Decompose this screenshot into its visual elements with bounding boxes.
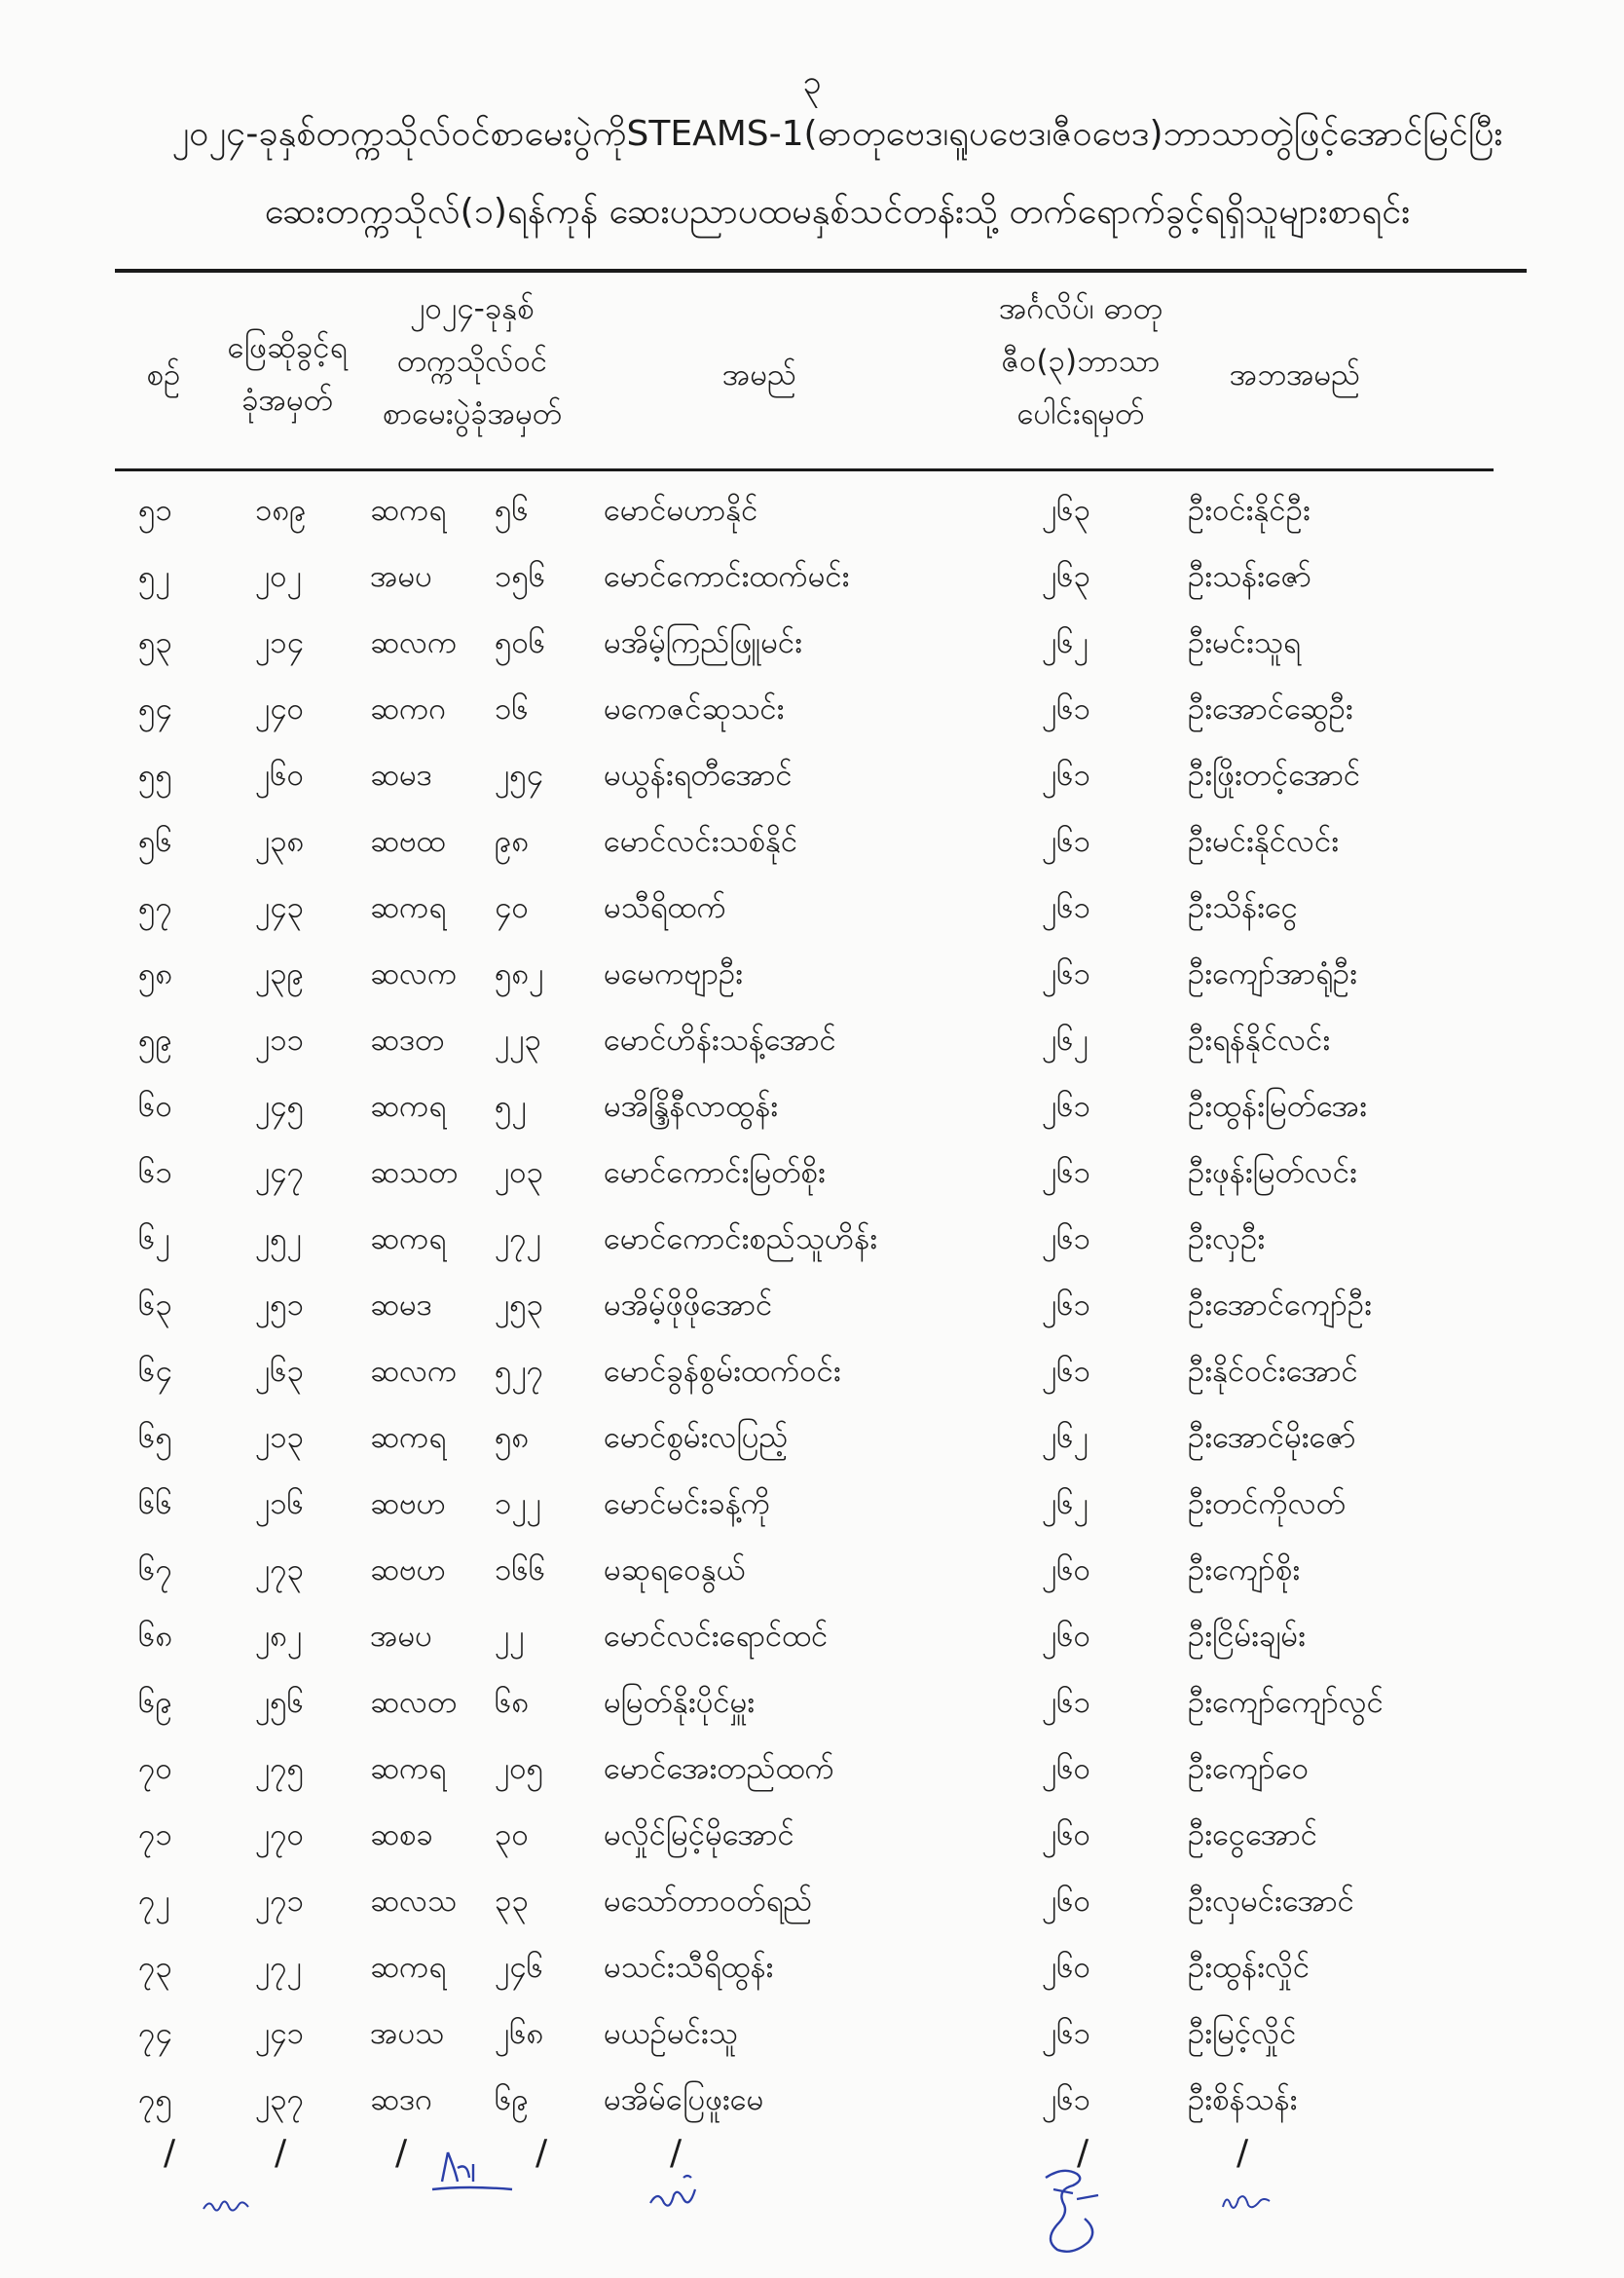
father-name: ဦးမြင့်လှိုင် <box>1188 2016 1297 2051</box>
row-number: ၇၄ <box>138 2016 172 2051</box>
row-number: ၇၂ <box>138 1884 170 1919</box>
total-marks: ၂၆၁ <box>1042 758 1091 793</box>
check-mark: / <box>275 2133 287 2173</box>
exam-seat-number: ၃၃ <box>495 1884 529 1919</box>
roll-number: ၂၆၃ <box>255 1354 305 1389</box>
student-name: မောင်မင်းခန့်ကို <box>604 1486 771 1521</box>
student-name: မသင်းသီရိထွန်း <box>604 1950 774 1985</box>
exam-code: ဆမဒ <box>370 1288 432 1323</box>
row-number: ၇၅ <box>138 2082 172 2117</box>
roll-number: ၂၁၄ <box>255 625 305 660</box>
exam-seat-number: ၅၈ <box>495 1420 530 1455</box>
roll-number: ၂၅၂ <box>255 1221 302 1256</box>
student-name: မောင်ကောင်းစည်သူဟိန်း <box>604 1221 878 1256</box>
father-name: ဦးထွန်းမြတ်အေး <box>1188 1089 1368 1124</box>
exam-code: ဆဗဟ <box>370 1552 447 1587</box>
exam-seat-number: ၂၄၆ <box>495 1950 544 1985</box>
table-row <box>0 1541 1624 1607</box>
total-marks: ၂၆၁ <box>1042 1354 1091 1389</box>
exam-code: ဆစခ <box>370 1817 433 1852</box>
exam-code: ဆကဂ <box>370 691 447 727</box>
exam-code: ဆဗထ <box>370 824 446 859</box>
exam-seat-number: ၁၂၂ <box>495 1486 541 1521</box>
total-marks: ၂၆၀ <box>1042 1950 1091 1985</box>
exam-code: အမပ <box>370 559 432 594</box>
father-name: ဦးအောင်ဆွေဦး <box>1188 691 1353 727</box>
student-name: မောင်အေးတည်ထက် <box>604 1751 834 1786</box>
document-title-line-2: ဆေးတက္ကသိုလ်(၁)ရန်ကုန် ဆေးပညာပထမနှစ်သင်တန်းသို့ တက်ရောက်ခွင့်ရရှိသူများစာရင်း <box>264 192 1411 232</box>
table-row <box>0 1011 1624 1077</box>
exam-seat-number: ၅၀၆ <box>495 625 546 660</box>
total-marks: ၂၆၀ <box>1042 1884 1091 1919</box>
roll-number: ၂၃၈ <box>255 824 305 859</box>
table-row <box>0 1276 1624 1342</box>
roll-number: ၂၃၉ <box>255 956 305 991</box>
total-marks: ၂၆၀ <box>1042 1751 1091 1786</box>
signature-1 <box>200 2182 258 2221</box>
row-number: ၅၆ <box>138 824 172 859</box>
check-mark: / <box>670 2133 683 2173</box>
father-name: ဦးအောင်ကျော်ဦး <box>1188 1288 1372 1323</box>
total-marks: ၂၆၁ <box>1042 824 1091 859</box>
student-name: မောင်ဟိန်းသန့်အောင် <box>604 1023 836 1058</box>
exam-code: ဆမဒ <box>370 758 432 793</box>
row-number: ၅၁ <box>138 493 172 528</box>
father-name: ဦးတင်ကိုလတ် <box>1188 1486 1347 1521</box>
roll-number: ၂၄၇ <box>255 1155 305 1190</box>
student-name: မအိမ်ပြေဖူးမေ <box>604 2082 764 2117</box>
row-number: ၆၆ <box>138 1486 172 1521</box>
exam-code: ဆဗဟ <box>370 1486 447 1521</box>
row-number: ၆၀ <box>138 1089 172 1124</box>
exam-seat-number: ၂၂၃ <box>495 1023 541 1058</box>
roll-number: ၂၁၁ <box>255 1023 305 1058</box>
table-row <box>0 1408 1624 1475</box>
row-number: ၅၉ <box>138 1023 172 1058</box>
table-top-rule <box>115 269 1527 273</box>
signature-4 <box>1034 2160 1112 2258</box>
exam-seat-number: ၂၆၈ <box>495 2016 544 2051</box>
check-mark: / <box>164 2133 176 2173</box>
row-number: ၅၄ <box>138 691 172 727</box>
father-name: ဦးကျော်ဝေ <box>1188 1751 1310 1786</box>
total-marks: ၂၆၀ <box>1042 1552 1091 1587</box>
table-row <box>0 547 1624 614</box>
table-row <box>0 2071 1624 2137</box>
check-mark: / <box>535 2133 548 2173</box>
total-marks: ၂၆၂ <box>1042 625 1089 660</box>
exam-code: ဆကရ <box>370 1221 447 1256</box>
father-name: ဦးနိုင်ဝင်းအောင် <box>1188 1354 1358 1389</box>
table-row <box>0 1739 1624 1806</box>
exam-code: ဆဒတ <box>370 1023 445 1058</box>
father-name: ဦးသိန်းငွေ <box>1188 890 1298 925</box>
exam-code: ဆကရ <box>370 1089 447 1124</box>
signature-2 <box>428 2143 516 2201</box>
exam-seat-number: ၅၂ <box>495 1089 527 1124</box>
roll-number: ၂၁၃ <box>255 1420 305 1455</box>
total-marks: ၂၆၁ <box>1042 1685 1091 1720</box>
student-name: မယဉ်မင်းသူ <box>604 2016 738 2051</box>
father-name: ဦးဝင်းနိုင်ဦး <box>1188 493 1310 528</box>
header-exam-seat-number: ၂၀၂၄-ခုနှစ် တက္ကသိုလ်ဝင် စာမေးပွဲခုံအမှတ် <box>382 291 563 431</box>
table-row <box>0 1806 1624 1872</box>
student-name: မအိမ့်ကြည်ဖြူမင်း <box>604 625 803 660</box>
exam-code: ဆကရ <box>370 1751 447 1786</box>
exam-code: ဆလက <box>370 1354 458 1389</box>
student-name: မောင်လင်းသစ်နိုင် <box>604 824 798 859</box>
header-father-name: အဘအမည် <box>1229 357 1361 392</box>
exam-seat-number: ၆၈ <box>495 1685 530 1720</box>
student-name: မဆုရဝေနွယ် <box>604 1552 746 1587</box>
signature-5 <box>1217 2178 1275 2217</box>
student-name: မောင်ကောင်းထက်မင်း <box>604 559 850 594</box>
exam-seat-number: ၁၆၆ <box>495 1552 546 1587</box>
student-name: မအိန္ဒြိနီလာထွန်း <box>604 1089 779 1124</box>
header-name: အမည် <box>721 357 797 392</box>
table-row <box>0 1077 1624 1143</box>
roll-number: ၂၇၀ <box>255 1817 305 1852</box>
roll-number: ၂၇၃ <box>255 1552 305 1587</box>
roll-number: ၂၇၁ <box>255 1884 305 1919</box>
row-number: ၇၀ <box>138 1751 172 1786</box>
father-name: ဦးဖုန်းမြတ်လင်း <box>1188 1155 1357 1190</box>
table-row <box>0 1475 1624 1541</box>
header-total-marks: အင်္ဂလိပ်၊ ဓာတု ဇီဝ(၃)ဘာသာ ပေါင်းရမှတ် <box>998 291 1163 431</box>
father-name: ဦးငြိမ်းချမ်း <box>1188 1619 1306 1654</box>
father-name: ဦးသန်းဇော် <box>1188 559 1311 594</box>
exam-seat-number: ၁၅၆ <box>495 559 546 594</box>
student-name: မမြတ်နိုးပိုင်မှူး <box>604 1685 756 1720</box>
father-name: ဦးလှဦး <box>1188 1221 1266 1256</box>
exam-seat-number: ၉၈ <box>495 824 530 859</box>
check-mark: / <box>1077 2133 1089 2173</box>
row-number: ၆၄ <box>138 1354 172 1389</box>
father-name: ဦးလှမင်းအောင် <box>1188 1884 1354 1919</box>
exam-seat-number: ၅၆ <box>495 493 529 528</box>
father-name: ဦးကျော်ကျော်လွင် <box>1188 1685 1384 1720</box>
total-marks: ၂၆၀ <box>1042 1619 1091 1654</box>
row-number: ၆၉ <box>138 1685 172 1720</box>
exam-seat-number: ၄၀ <box>495 890 529 925</box>
exam-code: အမပ <box>370 1619 432 1654</box>
exam-code: အပသ <box>370 2016 445 2051</box>
student-name: မလှိုင်မြင့်မိုအောင် <box>604 1817 794 1852</box>
student-name: မအိမ့်ဖိုဖိုအောင် <box>604 1288 773 1323</box>
father-name: ဦးရန်နိုင်လင်း <box>1188 1023 1331 1058</box>
table-row <box>0 1210 1624 1276</box>
student-name: မသီရိထက် <box>604 890 726 925</box>
roll-number: ၂၇၂ <box>255 1950 302 1985</box>
roll-number: ၂၇၅ <box>255 1751 305 1786</box>
exam-seat-number: ၂၀၅ <box>495 1751 544 1786</box>
row-number: ၇၃ <box>138 1950 172 1985</box>
roll-number: ၂၃၇ <box>255 2082 305 2117</box>
total-marks: ၂၆၁ <box>1042 1288 1091 1323</box>
exam-code: ဆလတ <box>370 1685 458 1720</box>
roll-number: ၂၄၃ <box>255 890 305 925</box>
exam-seat-number: ၆၉ <box>495 2082 529 2117</box>
roll-number: ၁၈၉ <box>255 493 307 528</box>
row-number: ၆၅ <box>138 1420 172 1455</box>
table-row <box>0 746 1624 812</box>
father-name: ဦးစိန်သန်း <box>1188 2082 1298 2117</box>
roll-number: ၂၅၆ <box>255 1685 305 1720</box>
total-marks: ၂၆၁ <box>1042 1155 1091 1190</box>
student-name: မယွန်းရတီအောင် <box>604 758 793 793</box>
table-row <box>0 1673 1624 1739</box>
row-number: ၆၃ <box>138 1288 172 1323</box>
total-marks: ၂၆၁ <box>1042 956 1091 991</box>
table-body <box>0 481 1624 2137</box>
father-name: ဦးမင်းသူရ <box>1188 625 1301 660</box>
total-marks: ၂၆၁ <box>1042 691 1091 727</box>
row-number: ၆၂ <box>138 1221 170 1256</box>
table-row <box>0 481 1624 547</box>
student-name: မောင်ခွန်စွမ်းထက်ဝင်း <box>604 1354 841 1389</box>
father-name: ဦးအောင်မိုးဇော် <box>1188 1420 1356 1455</box>
father-name: ဦးကျော်အာရုံဦး <box>1188 956 1357 991</box>
exam-seat-number: ၅၂၇ <box>495 1354 544 1389</box>
table-row <box>0 1342 1624 1408</box>
roll-number: ၂၄၅ <box>255 1089 305 1124</box>
total-marks: ၂၆၁ <box>1042 1221 1091 1256</box>
exam-seat-number: ၂၅၃ <box>495 1288 544 1323</box>
table-row <box>0 878 1624 945</box>
row-number: ၇၁ <box>138 1817 172 1852</box>
total-marks: ၂၆၂ <box>1042 1486 1089 1521</box>
student-name: မမေကဗျာဦး <box>604 956 744 991</box>
roll-number: ၂၈၂ <box>255 1619 303 1654</box>
father-name: ဦးထွန်းလှိုင် <box>1188 1950 1310 1985</box>
document-title-line-1: ၂၀၂၄-ခုနှစ်တက္ကသိုလ်ဝင်စာမေးပွဲကိုSTEAMS-1(ဓာတုဗေဒ၊ရူပဗေဒ၊ဇီဝဗေဒ)ဘာသာတွဲဖြင့်အောင်မြင်ပြီး <box>171 114 1503 154</box>
student-name: မောင်လင်းရောင်ထင် <box>604 1619 829 1654</box>
exam-seat-number: ၅၈၂ <box>495 956 544 991</box>
roll-number: ၂၁၆ <box>255 1486 305 1521</box>
exam-seat-number: ၃၀ <box>495 1817 529 1852</box>
student-name: မောင်မဟာနိုင် <box>604 493 758 528</box>
row-number: ၆၁ <box>138 1155 172 1190</box>
father-name: ဦးမင်းနိုင်လင်း <box>1188 824 1340 859</box>
roll-number: ၂၄၁ <box>255 2016 305 2051</box>
student-name: မကေဇင်ဆုသင်း <box>604 691 785 727</box>
total-marks: ၂၆၃ <box>1042 493 1091 528</box>
table-header-rule <box>115 468 1494 471</box>
table-row <box>0 945 1624 1011</box>
total-marks: ၂၆၀ <box>1042 1817 1091 1852</box>
total-marks: ၂၆၁ <box>1042 2082 1091 2117</box>
row-number: ၅၂ <box>138 559 170 594</box>
total-marks: ၂၆၁ <box>1042 1089 1091 1124</box>
table-row <box>0 614 1624 680</box>
row-number: ၆၇ <box>138 1552 172 1587</box>
father-name: ဦးဖြိုးတင့်အောင် <box>1188 758 1361 793</box>
page-number: ၃ <box>802 63 822 102</box>
exam-code: ဆသတ <box>370 1155 459 1190</box>
roll-number: ၂၀၂ <box>255 559 302 594</box>
total-marks: ၂၆၁ <box>1042 890 1091 925</box>
check-mark: / <box>395 2133 408 2173</box>
exam-code: ဆကရ <box>370 890 447 925</box>
exam-code: ဆကရ <box>370 1950 447 1985</box>
exam-seat-number: ၂၇၂ <box>495 1221 541 1256</box>
student-name: မသော်တာဝတ်ရည် <box>604 1884 813 1919</box>
exam-code: ဆဒဂ <box>370 2082 432 2117</box>
exam-seat-number: ၂၀၃ <box>495 1155 544 1190</box>
roll-number: ၂၆၀ <box>255 758 305 793</box>
header-no: စဉ် <box>146 357 181 392</box>
exam-seat-number: ၂၂ <box>495 1619 525 1654</box>
roll-number: ၂၅၁ <box>255 1288 305 1323</box>
row-number: ၅၃ <box>138 625 172 660</box>
table-row <box>0 1872 1624 1938</box>
total-marks: ၂၆၃ <box>1042 559 1091 594</box>
student-name: မောင်ကောင်းမြတ်စိုး <box>604 1155 826 1190</box>
signature-3 <box>645 2160 713 2219</box>
total-marks: ၂၆၂ <box>1042 1023 1089 1058</box>
check-mark: / <box>1236 2133 1249 2173</box>
table-row <box>0 1607 1624 1673</box>
exam-seat-number: ၁၆ <box>495 691 529 727</box>
footer-check-marks <box>0 2133 1624 2172</box>
exam-code: ဆလက <box>370 956 458 991</box>
father-name: ဦးကျော်စိုး <box>1188 1552 1301 1587</box>
table-row <box>0 812 1624 878</box>
exam-seat-number: ၂၅၄ <box>495 758 544 793</box>
header-roll-number: ဖြေဆိုခွင့်ရ ခုံအမှတ် <box>227 330 348 418</box>
table-row <box>0 1938 1624 2004</box>
row-number: ၅၇ <box>138 890 172 925</box>
student-name: မောင်စွမ်းလပြည့် <box>604 1420 789 1455</box>
father-name: ဦးငွေအောင် <box>1188 1817 1318 1852</box>
roll-number: ၂၄၀ <box>255 691 305 727</box>
row-number: ၅၅ <box>138 758 172 793</box>
row-number: ၆၈ <box>138 1619 173 1654</box>
exam-code: ဆလသ <box>370 1884 458 1919</box>
exam-code: ဆကရ <box>370 493 447 528</box>
table-row <box>0 2004 1624 2071</box>
table-row <box>0 680 1624 746</box>
row-number: ၅၈ <box>138 956 173 991</box>
exam-code: ဆကရ <box>370 1420 447 1455</box>
total-marks: ၂၆၁ <box>1042 2016 1091 2051</box>
table-row <box>0 1143 1624 1210</box>
total-marks: ၂၆၂ <box>1042 1420 1089 1455</box>
exam-code: ဆလက <box>370 625 458 660</box>
